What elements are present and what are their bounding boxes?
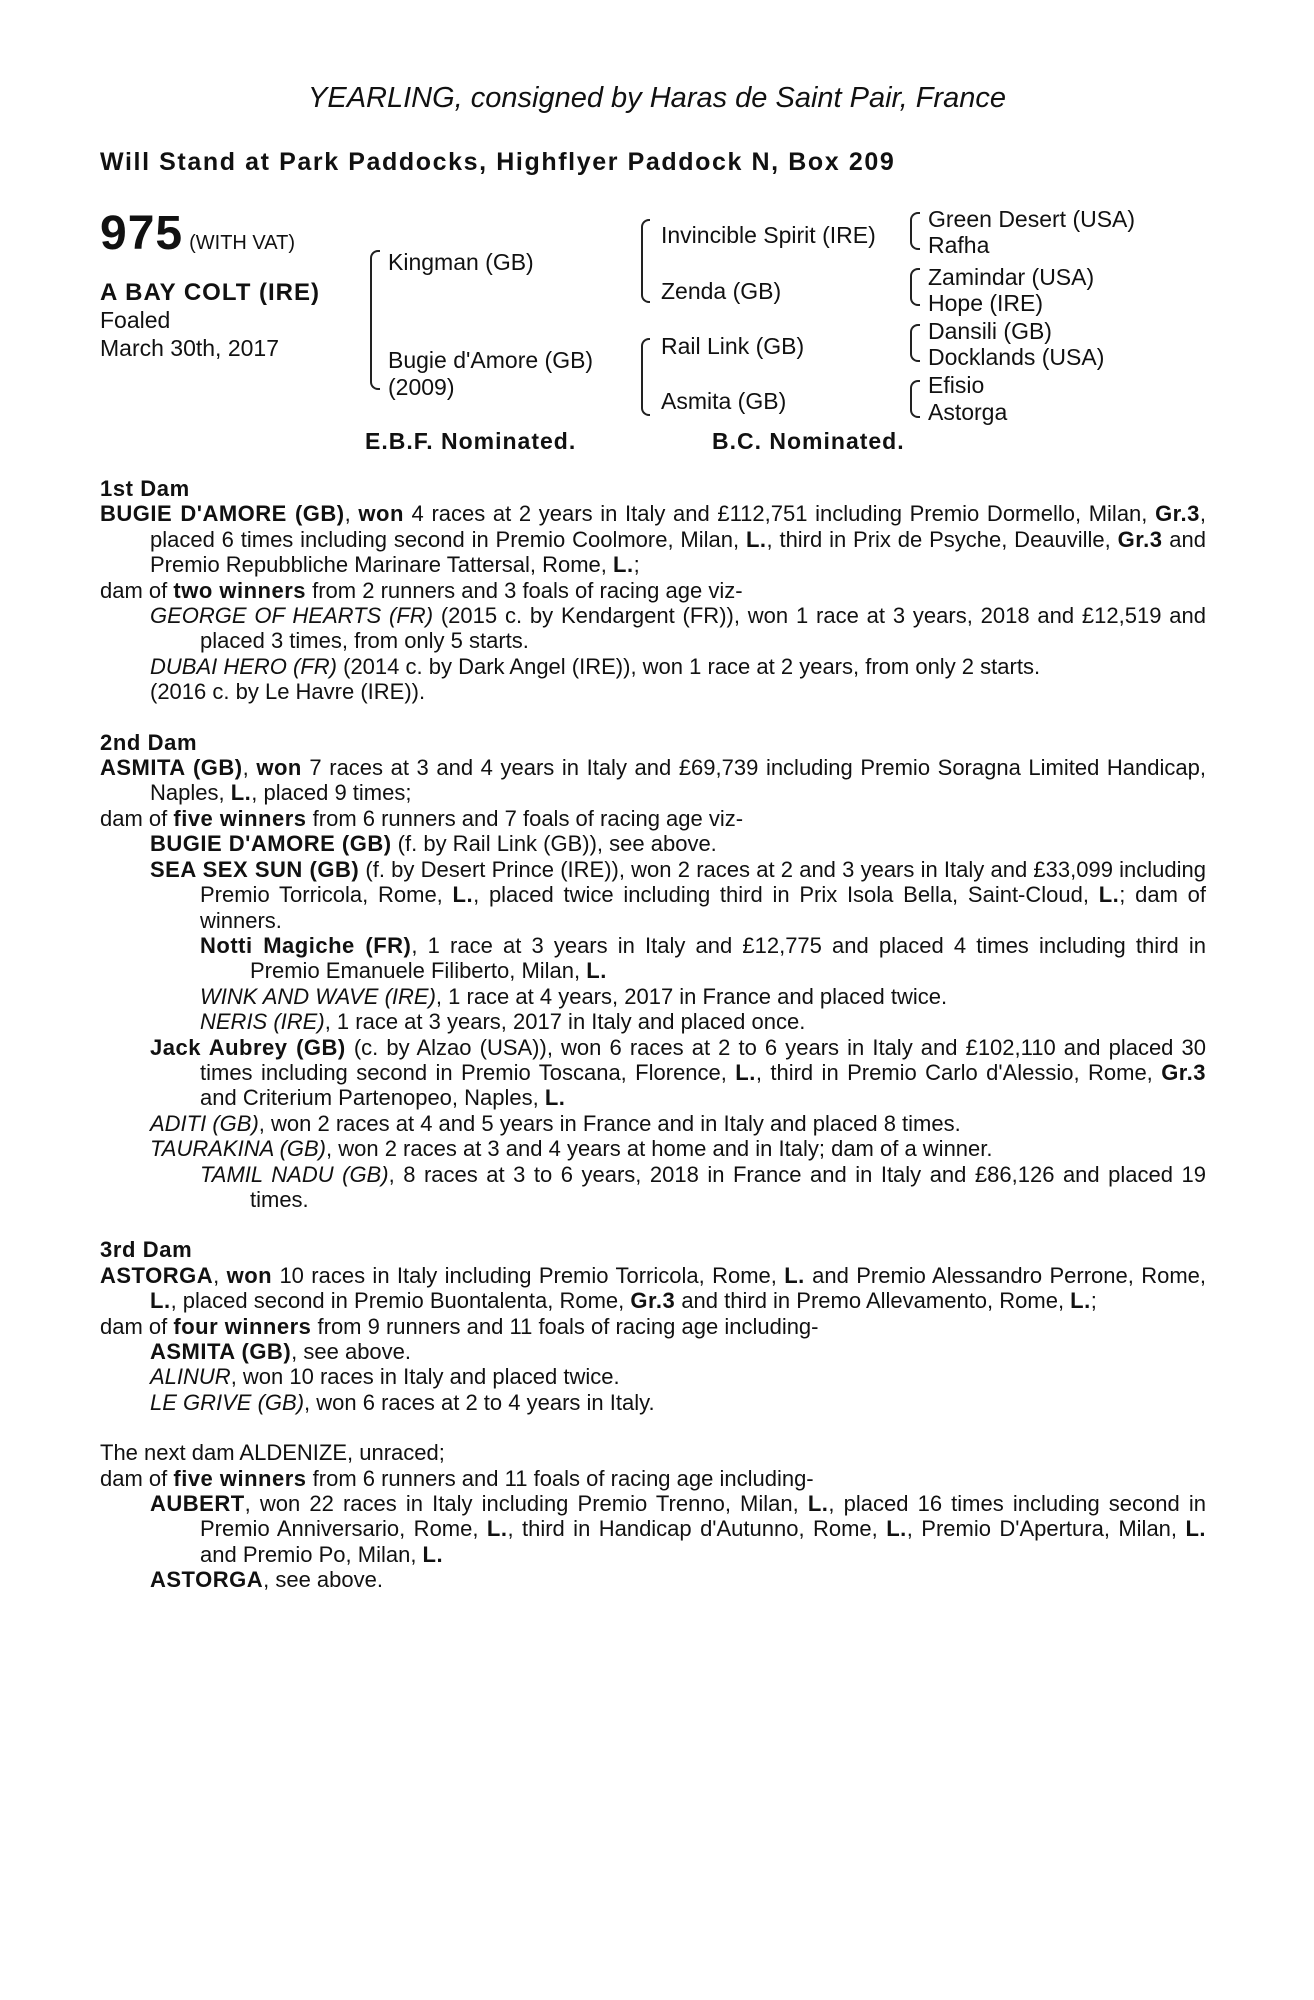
record-text: 4 races at 2 years in Italy and £112,751 including Premio Dormello, Milan, bbox=[403, 501, 1156, 527]
horse-name: WINK AND WAVE (IRE) bbox=[200, 983, 436, 1009]
pedigree-gg6: Docklands (USA) bbox=[928, 344, 1105, 370]
listed-badge: L. bbox=[1185, 1516, 1207, 1542]
pedigree-gg8: Astorga bbox=[928, 399, 1008, 425]
section-gap bbox=[100, 705, 1206, 730]
horse-name: Jack Aubrey (GB) bbox=[150, 1034, 346, 1060]
second-dam-summary bbox=[100, 806, 1206, 831]
foaled-date: March 30th, 2017 bbox=[100, 335, 280, 361]
grade-badge: Gr.3 bbox=[1161, 1059, 1206, 1085]
record-text: , third in Prix de Psyche, Deauville, bbox=[766, 526, 1118, 552]
pedigree-dam-year: (2009) bbox=[388, 374, 455, 400]
grade-badge: Gr.3 bbox=[1117, 526, 1163, 552]
pedigree-brace-sire bbox=[370, 250, 380, 342]
record-text: , placed 9 times; bbox=[251, 780, 412, 806]
listed-badge: L. bbox=[230, 780, 252, 806]
listed-badge: L. bbox=[807, 1491, 829, 1517]
pedigree-brace-c3a bbox=[910, 212, 920, 232]
won-label: won bbox=[226, 1262, 273, 1288]
produce-entry bbox=[100, 654, 1206, 679]
pedigree-sire: Kingman (GB) bbox=[388, 249, 534, 275]
produce-entry bbox=[100, 603, 1206, 654]
record-text: 7 races at 3 and 4 years in Italy and £69,739 including Premio Soragna Limited Handicap, Naples, bbox=[150, 755, 1206, 806]
record-text: and third in Premo Allevamento, Rome, bbox=[675, 1288, 1071, 1314]
record-text: (f. by Desert Prince (IRE)), won 2 races at 2 and 3 years in Italy and £33,099 including Premio Torricola, Rome, bbox=[200, 856, 1206, 908]
record-text: , see above. bbox=[291, 1339, 412, 1364]
record-text: (2016 c. by Le Havre (IRE)). bbox=[150, 679, 426, 705]
ebf-nominated: E.B.F. Nominated. bbox=[365, 428, 577, 454]
record-text: , placed 6 times including second in Premio Coolmore, Milan, bbox=[150, 501, 1206, 552]
record-text: ; bbox=[1090, 1288, 1097, 1314]
produce-entry bbox=[100, 1364, 1206, 1389]
horse-name: SEA SEX SUN (GB) bbox=[150, 856, 360, 882]
produce-entry bbox=[100, 1009, 1206, 1034]
bc-nominated: B.C. Nominated. bbox=[712, 428, 905, 454]
pedigree-brace-c2b bbox=[641, 252, 650, 303]
third-dam-heading: 3rd Dam bbox=[100, 1237, 193, 1263]
record-text: ; bbox=[633, 552, 640, 578]
listed-badge: L. bbox=[422, 1541, 444, 1567]
produce-entry bbox=[100, 1390, 1206, 1415]
record-text: and Premio Po, Milan, bbox=[200, 1541, 423, 1567]
listed-badge: L. bbox=[886, 1516, 907, 1542]
horse-name: ASTORGA bbox=[150, 1567, 264, 1593]
horse-name: AUBERT bbox=[150, 1491, 245, 1517]
listed-badge: L. bbox=[784, 1262, 805, 1288]
horse-name: TAURAKINA (GB) bbox=[150, 1136, 327, 1162]
record-text: 10 races in Italy including Premio Torricola, Rome, bbox=[272, 1262, 785, 1288]
produce-entry bbox=[100, 831, 1206, 856]
next-dam-summary bbox=[100, 1466, 1206, 1491]
record-text: from 2 runners and 3 foals of racing age viz- bbox=[306, 577, 743, 603]
record-text: , third in Premio Carlo d'Alessio, Rome, bbox=[755, 1059, 1162, 1085]
pedigree-gg1: Green Desert (USA) bbox=[928, 206, 1136, 232]
pedigree-gg5: Dansili (GB) bbox=[928, 318, 1052, 344]
produce-entry bbox=[100, 1162, 1206, 1213]
listed-badge: L. bbox=[452, 882, 474, 908]
lot-number-block bbox=[100, 206, 295, 261]
pedigree-gg3: Zamindar (USA) bbox=[928, 264, 1095, 290]
listed-badge: L. bbox=[613, 552, 634, 578]
record-text: , see above. bbox=[263, 1567, 383, 1593]
next-dam-line: The next dam ALDENIZE, unraced; bbox=[100, 1440, 445, 1466]
horse-name: DUBAI HERO (FR) bbox=[150, 653, 337, 679]
record-text: , won 2 races at 3 and 4 years at home and in Italy; dam of a winner. bbox=[326, 1136, 993, 1162]
listed-badge: L. bbox=[1098, 882, 1120, 908]
pedigree-dam: Bugie d'Amore (GB) bbox=[388, 347, 594, 373]
record-text: (c. by Alzao (USA)), won 6 races at 2 to 6 years in Italy and £102,110 and placed 30 times including second in Premio Toscana, Florence, bbox=[200, 1034, 1206, 1085]
produce-entry bbox=[100, 1567, 1206, 1592]
pedigree-brace-c3f bbox=[910, 342, 920, 362]
winners-count: four winners bbox=[173, 1313, 312, 1339]
first-dam-heading: 1st Dam bbox=[100, 476, 190, 501]
listed-badge: L. bbox=[150, 1288, 171, 1314]
horse-name: LE GRIVE (GB) bbox=[150, 1389, 305, 1415]
produce-entry bbox=[100, 1339, 1206, 1364]
produce-entry bbox=[100, 1111, 1206, 1136]
record-text: from 6 runners and 7 foals of racing age viz- bbox=[306, 805, 744, 831]
pedigree-brace-c3d bbox=[910, 286, 920, 306]
record-text: , 8 races at 3 to 6 years, 2018 in France and in Italy and £86,126 and placed 19 times. bbox=[250, 1161, 1206, 1212]
listed-badge: L. bbox=[486, 1516, 508, 1542]
record-text: dam of bbox=[100, 1313, 174, 1339]
pedigree-brace-c2d bbox=[641, 371, 650, 416]
first-dam-name: BUGIE D'AMORE (GB) bbox=[100, 501, 345, 527]
pedigree-brace-c3h bbox=[910, 398, 920, 418]
record-text: , third in Handicap d'Autunno, Rome, bbox=[507, 1516, 887, 1542]
horse-name: GEORGE OF HEARTS (FR) bbox=[150, 603, 434, 629]
section-gap bbox=[100, 1212, 1206, 1237]
won-label: won bbox=[256, 755, 302, 781]
record-text: ; dam of winners. bbox=[200, 882, 1207, 933]
second-dam-record: ASMITA (GB), won 7 races at 3 and 4 years in Italy and £69,739 including Premio Soragna Limited Handicap, Naples, L., placed 9 times; bbox=[100, 755, 1206, 806]
pedigree-brace-dam bbox=[370, 340, 380, 390]
second-dam-heading: 2nd Dam bbox=[100, 729, 198, 755]
horse-name: Notti Magiche (FR) bbox=[200, 932, 412, 958]
foaled-info bbox=[100, 306, 279, 362]
pedigree-brace-c3g bbox=[910, 380, 920, 400]
first-dam-summary bbox=[100, 578, 1206, 603]
produce-entry bbox=[100, 1491, 1206, 1567]
foaled-label: Foaled bbox=[100, 307, 171, 333]
record-text: dam of bbox=[100, 577, 174, 603]
pedigree-brace-c3b bbox=[910, 230, 920, 250]
winners-count: two winners bbox=[173, 577, 306, 603]
produce-record bbox=[100, 476, 1206, 1593]
pedigree-brace-c2a bbox=[641, 219, 650, 254]
third-dam-record: ASTORGA, won 10 races in Italy including Premio Torricola, Rome, L. and Premio Alessandro Perrone, Rome, L., placed second in Premio Buontalenta, Rome, Gr.3 and third in Premo Allevamento, Rome, L.; bbox=[100, 1262, 1207, 1314]
listed-badge: L. bbox=[745, 526, 767, 552]
pedigree-gg4: Hope (IRE) bbox=[928, 290, 1044, 316]
third-dam-summary bbox=[100, 1314, 1206, 1339]
pedigree-brace-c3e bbox=[910, 324, 920, 344]
first-dam-record: BUGIE D'AMORE (GB), won 4 races at 2 years in Italy and £112,751 including Premio Dormello, Milan, Gr.3, placed 6 times including second in Premio Coolmore, Milan, L., third in Prix de Psyche, Deauville, Gr.3 and Premio Repubbliche Marinare Tattersal, Rome, L.; bbox=[100, 501, 1206, 578]
winners-count: five winners bbox=[173, 805, 307, 831]
third-dam-name: ASTORGA bbox=[100, 1262, 214, 1288]
record-text: (2015 c. by Kendargent (FR)), won 1 race at 3 years, 2018 and £12,519 and placed 3 times, from only 5 starts. bbox=[200, 603, 1206, 654]
record-text: dam of bbox=[100, 1465, 174, 1491]
second-dam-name: ASMITA (GB) bbox=[100, 755, 243, 781]
pedigree-dam-sire: Rail Link (GB) bbox=[661, 333, 805, 359]
page-title: YEARLING, consigned by Haras de Saint Pair, France bbox=[308, 82, 1006, 114]
horse-name: ADITI (GB) bbox=[150, 1110, 259, 1136]
listed-badge: L. bbox=[1070, 1288, 1091, 1314]
record-text: , won 2 races at 4 and 5 years in France and in Italy and placed 8 times. bbox=[258, 1110, 961, 1136]
produce-entry bbox=[100, 1136, 1206, 1161]
listed-badge: L. bbox=[544, 1085, 566, 1111]
record-text: and Premio Repubbliche Marinare Tattersal, Rome, bbox=[150, 526, 1206, 578]
record-text: (f. by Rail Link (GB)), see above. bbox=[391, 831, 717, 857]
record-text: from 6 runners and 11 foals of racing age including- bbox=[306, 1465, 814, 1491]
stand-location: Will Stand at Park Paddocks, Highflyer Paddock N, Box 209 bbox=[100, 148, 896, 176]
pedigree-sire-sire: Invincible Spirit (IRE) bbox=[661, 222, 876, 248]
pedigree-brace-c2c bbox=[641, 338, 650, 373]
listed-badge: L. bbox=[586, 958, 607, 984]
record-text: , placed second in Premio Buontalenta, Rome, bbox=[170, 1288, 631, 1314]
horse-name: BUGIE D'AMORE (GB) bbox=[150, 831, 392, 857]
pedigree-gg7: Efisio bbox=[928, 372, 985, 398]
record-text: , won 22 races in Italy including Premio Trenno, Milan, bbox=[244, 1491, 808, 1517]
lot-name: A BAY COLT (IRE) bbox=[100, 279, 321, 306]
record-text: , 1 race at 4 years, 2017 in France and placed twice. bbox=[435, 983, 948, 1009]
record-text: (2014 c. by Dark Angel (IRE)), won 1 race at 2 years, from only 2 starts. bbox=[337, 653, 1041, 679]
record-text: , placed twice including third in Prix Isola Bella, Saint-Cloud, bbox=[473, 882, 1099, 908]
horse-name: TAMIL NADU (GB) bbox=[200, 1161, 389, 1187]
record-text: from 9 runners and 11 foals of racing age including- bbox=[311, 1313, 819, 1339]
produce-entry bbox=[100, 933, 1206, 984]
section-gap bbox=[100, 1415, 1206, 1440]
produce-entry bbox=[100, 679, 1206, 704]
record-text: , 1 race at 3 years, 2017 in Italy and placed once. bbox=[324, 1009, 806, 1035]
pedigree-brace-c3c bbox=[910, 268, 920, 288]
produce-entry bbox=[100, 984, 1206, 1009]
record-text: , won 6 races at 2 to 4 years in Italy. bbox=[304, 1389, 655, 1415]
produce-entry bbox=[100, 857, 1206, 933]
record-text: and Premio Alessandro Perrone, Rome, bbox=[804, 1262, 1207, 1288]
horse-name: ALINUR bbox=[150, 1364, 231, 1390]
pedigree-sire-dam: Zenda (GB) bbox=[661, 278, 782, 304]
horse-name: ASMITA (GB) bbox=[150, 1339, 292, 1364]
horse-name: NERIS (IRE) bbox=[200, 1009, 325, 1035]
record-text: , 1 race at 3 years in Italy and £12,775 and placed 4 times including third in Premio Emanuele Filiberto, Milan, bbox=[250, 932, 1206, 984]
listed-badge: L. bbox=[735, 1059, 756, 1085]
grade-badge: Gr.3 bbox=[1155, 501, 1200, 527]
pedigree-gg2: Rafha bbox=[928, 232, 990, 258]
lot-number: 975 bbox=[100, 207, 184, 260]
record-text: , won 10 races in Italy and placed twice. bbox=[230, 1364, 620, 1390]
winners-count: five winners bbox=[173, 1465, 307, 1491]
won-label: won bbox=[358, 501, 404, 527]
record-text: , Premio D'Apertura, Milan, bbox=[906, 1516, 1186, 1542]
pedigree-dam-dam: Asmita (GB) bbox=[661, 388, 787, 414]
vat-note: (WITH VAT) bbox=[189, 232, 295, 254]
record-text: dam of bbox=[100, 805, 174, 831]
record-text: and Criterium Partenopeo, Naples, bbox=[200, 1085, 545, 1111]
produce-entry bbox=[100, 1035, 1206, 1111]
grade-badge: Gr.3 bbox=[630, 1288, 676, 1314]
record-text: , placed 16 times including second in Premio Anniversario, Rome, bbox=[200, 1491, 1206, 1542]
